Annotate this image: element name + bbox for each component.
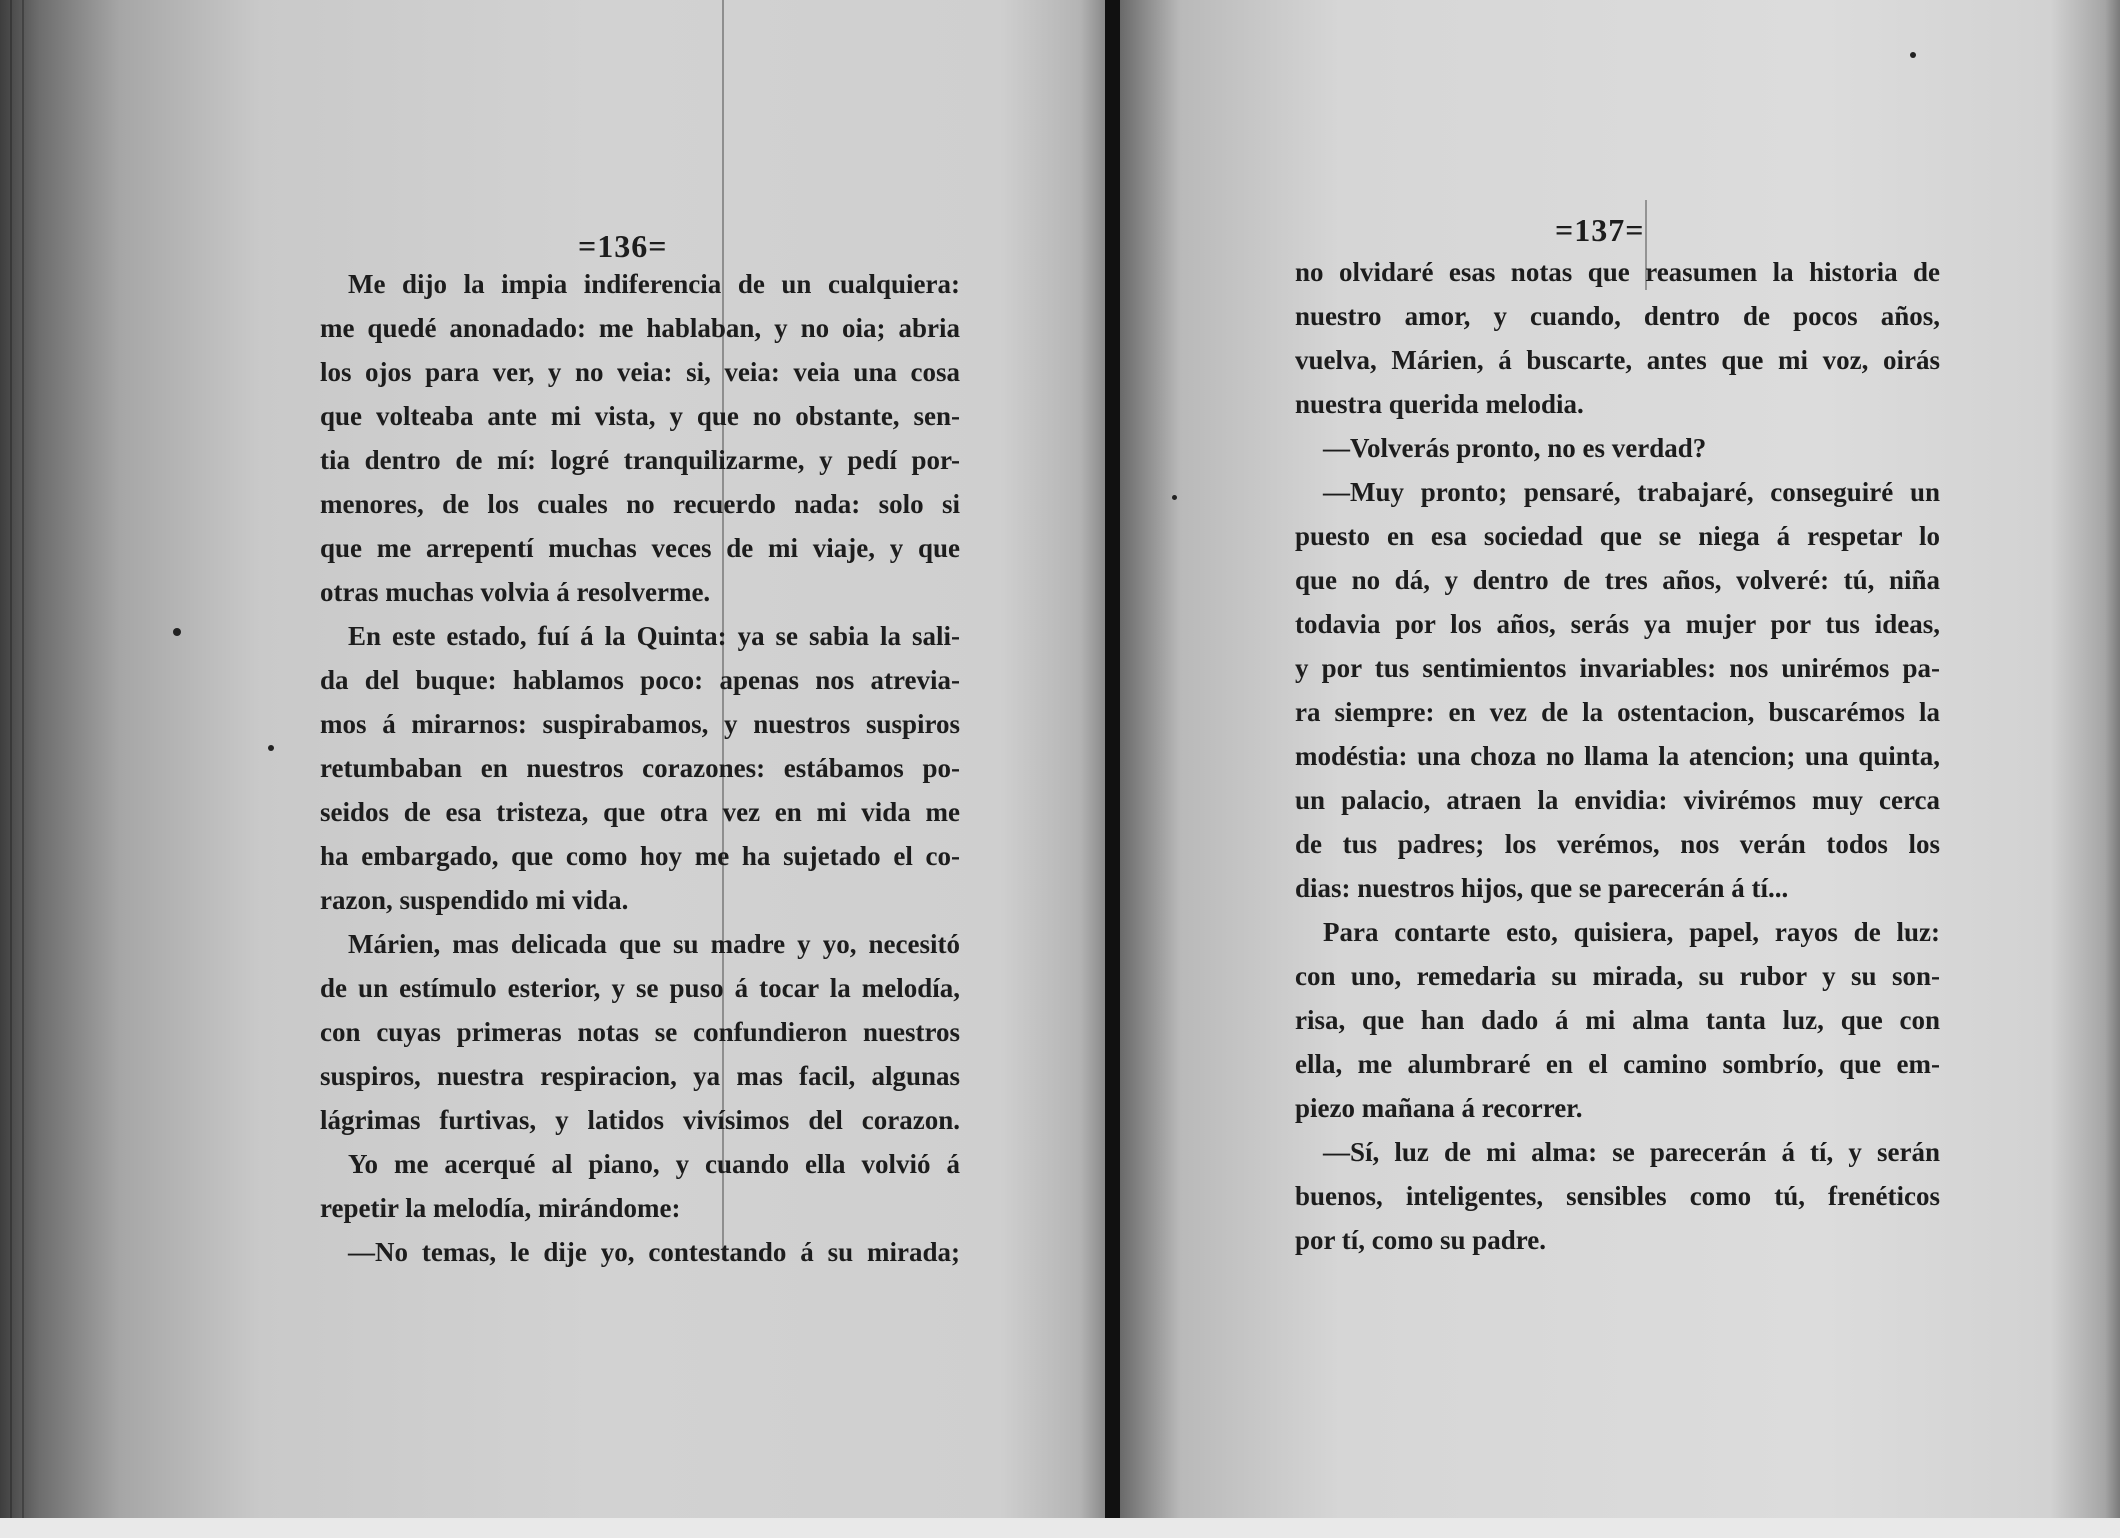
- text-line: de tus padres; los verémos, nos verán todos los: [1295, 829, 1940, 859]
- text-line: los ojos para ver, y no veia: si, veia: veia una cosa: [320, 357, 960, 387]
- text-line: todavia por los años, serás ya mujer por tus ideas,: [1295, 609, 1940, 639]
- book-gutter: [1105, 0, 1120, 1538]
- left-page-body: [320, 262, 960, 1274]
- text-line: ha embargado, que como hoy me ha sujetado el co-: [320, 841, 960, 871]
- ink-speck: [173, 628, 181, 636]
- right-page-body: [1295, 250, 1940, 1262]
- text-line: no olvidaré esas notas que reasumen la historia de: [1295, 257, 1940, 287]
- text-line: da del buque: hablamos poco: apenas nos atrevia-: [320, 665, 960, 695]
- text-line: —Sí, luz de mi alma: se parecerán á tí, y serán: [1323, 1137, 1940, 1167]
- text-line: un palacio, atraen la envidia: vivirémos muy cerca: [1295, 785, 1940, 815]
- text-line: risa, que han dado á mi alma tanta luz, que con: [1295, 1005, 1940, 1035]
- text-line: retumbaban en nuestros corazones: estábamos po-: [320, 753, 960, 783]
- text-line: Yo me acerqué al piano, y cuando ella volvió á: [348, 1149, 960, 1179]
- text-line: ra siempre: en vez de la ostentacion, buscarémos la: [1295, 697, 1940, 727]
- page-number: =137=: [1555, 212, 1645, 248]
- text-line: Márien, mas delicada que su madre y yo, necesitó: [348, 929, 960, 959]
- ink-speck: [268, 745, 274, 751]
- page-edge-shadow: [22, 0, 24, 1538]
- text-line: que volteaba ante mi vista, y que no obstante, sen-: [320, 401, 960, 431]
- text-line: repetir la melodía, mirándome:: [320, 1193, 681, 1223]
- text-line: que no dá, y dentro de tres años, volveré: tú, niña: [1295, 565, 1940, 595]
- text-line: seidos de esa tristeza, que otra vez en mi vida me: [320, 797, 960, 827]
- text-line: —Muy pronto; pensaré, trabajaré, conseguiré un: [1323, 477, 1940, 507]
- text-line: En este estado, fuí á la Quinta: ya se sabia la sali-: [348, 621, 960, 651]
- text-line: vuelva, Márien, á buscarte, antes que mi voz, oirás: [1295, 345, 1940, 375]
- text-line: mos á mirarnos: suspirabamos, y nuestros suspiros: [320, 709, 960, 739]
- text-line: nuestra querida melodia.: [1295, 389, 1584, 419]
- right-page: [1120, 0, 2120, 1538]
- page-edge-shadow: [10, 0, 12, 1538]
- text-line: que me arrepentí muchas veces de mi viaje, y que: [320, 533, 960, 563]
- text-line: —No temas, le dije yo, contestando á su mirada;: [348, 1237, 960, 1267]
- text-line: ella, me alumbraré en el camino sombrío, que em-: [1295, 1049, 1940, 1079]
- text-line: Para contarte esto, quisiera, papel, rayos de luz:: [1323, 917, 1940, 947]
- text-line: de un estímulo esterior, y se puso á tocar la melodía,: [320, 973, 960, 1003]
- text-line: suspiros, nuestra respiracion, ya mas facil, algunas: [320, 1061, 960, 1091]
- text-line: dias: nuestros hijos, que se parecerán á tí...: [1295, 873, 1789, 903]
- text-line: nuestro amor, y cuando, dentro de pocos años,: [1295, 301, 1940, 331]
- text-line: por tí, como su padre.: [1295, 1225, 1547, 1255]
- text-line: buenos, inteligentes, sensibles como tú, frenéticos: [1295, 1181, 1940, 1211]
- text-line: me quedé anonadado: me hablaban, y no oia; abria: [320, 313, 960, 343]
- text-line: tia dentro de mí: logré tranquilizarme, y pedí por-: [320, 445, 960, 475]
- text-line: menores, de los cuales no recuerdo nada: solo si: [320, 489, 960, 519]
- text-line: lágrimas furtivas, y latidos vivísimos del corazon.: [320, 1105, 960, 1135]
- text-line: otras muchas volvia á resolverme.: [320, 577, 711, 607]
- ink-speck: [1910, 52, 1916, 58]
- text-line: piezo mañana á recorrer.: [1295, 1093, 1583, 1123]
- text-line: modéstia: una choza no llama la atencion; una quinta,: [1295, 741, 1940, 771]
- page-number: =136=: [578, 228, 668, 264]
- page-bottom-edge: [0, 1518, 2120, 1538]
- text-line: y por tus sentimientos invariables: nos unirémos pa-: [1295, 653, 1940, 683]
- text-line: con cuyas primeras notas se confundieron nuestros: [320, 1017, 960, 1047]
- ink-speck: [1172, 495, 1177, 500]
- text-line: —Volverás pronto, no es verdad?: [1323, 433, 1707, 463]
- text-line: razon, suspendido mi vida.: [320, 885, 629, 915]
- text-line: Me dijo la impia indiferencia de un cualquiera:: [348, 269, 960, 299]
- text-line: puesto en esa sociedad que se niega á respetar lo: [1295, 521, 1940, 551]
- text-line: con uno, remedaria su mirada, su rubor y su son-: [1295, 961, 1940, 991]
